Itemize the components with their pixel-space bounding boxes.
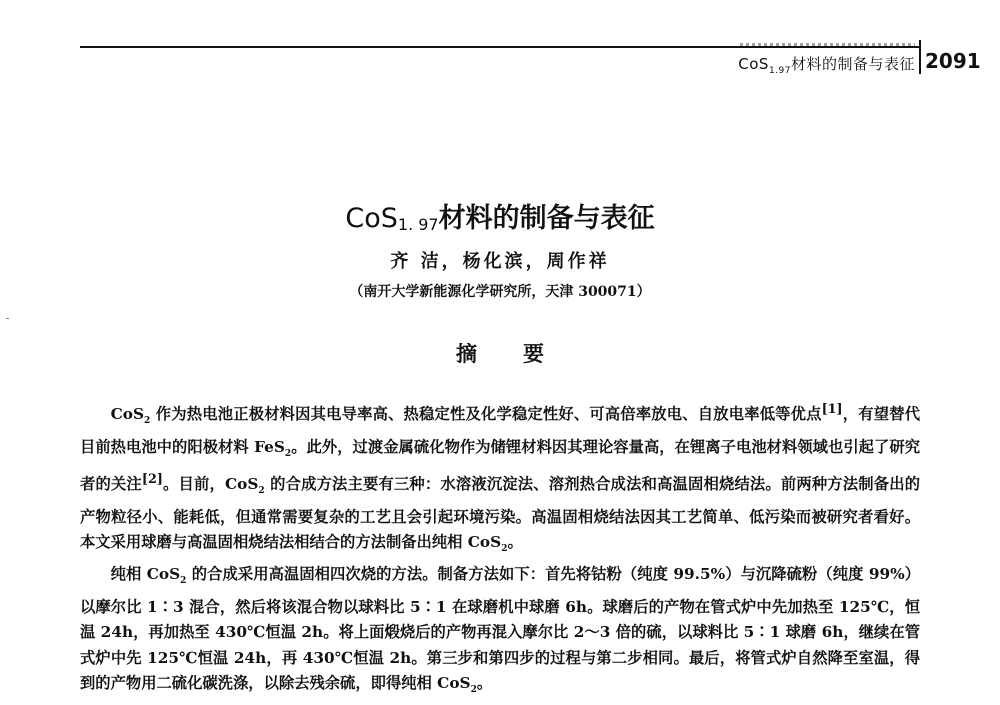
subscript: 2 xyxy=(501,544,508,554)
citation-ref: [2] xyxy=(141,472,163,487)
author-list: 齐 洁，杨化滨，周作祥 xyxy=(390,251,610,272)
citation-ref: [1] xyxy=(821,402,843,417)
subscript: 2 xyxy=(180,576,187,587)
abstract-body xyxy=(80,397,920,704)
scan-artifact xyxy=(6,318,9,319)
title-suffix: 材料的制备与表征 xyxy=(438,203,655,234)
page-number: 2091 xyxy=(925,49,981,73)
text-run: ，有望替代目前热电池中的阳极材料 FeS xyxy=(80,405,920,456)
subscript: 2 xyxy=(144,416,151,427)
subscript: 2 xyxy=(258,486,265,497)
text-run: 。目前，CoS xyxy=(162,475,259,494)
running-head xyxy=(738,53,915,76)
paragraph-2 xyxy=(80,562,920,703)
subscript: 2 xyxy=(284,448,292,459)
running-head-formula: CoS xyxy=(738,55,769,73)
title-subscript: 1. 97 xyxy=(397,215,439,234)
header-rule-texture xyxy=(740,43,915,46)
paper-title xyxy=(0,196,1000,235)
subscript: 2 xyxy=(470,685,477,696)
running-head-subscript: 1.97 xyxy=(768,66,791,76)
affiliation: （南开大学新能源化学研究所，天津 300071） xyxy=(349,284,651,300)
text-run: CoS xyxy=(110,405,145,424)
title-formula: CoS xyxy=(345,203,398,234)
page-number-separator xyxy=(919,40,921,74)
text-run: 的合成采用高温固相四次烧的方法。制备方法如下：首先将钴粉（纯度 99.5%）与沉降硫粉（纯度 99%）以摩尔比 1∶3 混合，然后将该混合物以球料比 5∶1 在球磨机中球磨 6h。球磨后的产物在管式炉中先加热至 125℃，恒温 24h，再加热至 430℃恒温 2h。将上面煅烧后的产物再混入摩尔比 2～3 倍的硫，以球料比 5∶1 球磨 6h，继续在管式炉中先 125℃恒温 24h，再 430℃恒温 2h。第三步和第四步的过程与第二步相同。最后，将管式炉自然降至室温，得到的产物用二硫化碳洗涤，以除去残余硫，即得纯相 CoS xyxy=(80,565,920,693)
text-run: 。此外，过渡金属硫化物作为储锂材料因其理论容量高，在锂离子电池材料领域也引起了研究者的关注 xyxy=(80,437,920,494)
text-run: 。 xyxy=(507,532,523,551)
running-head-suffix: 材料的制备与表征 xyxy=(790,55,915,73)
abstract-heading: 摘要 xyxy=(456,341,590,366)
header-rule xyxy=(80,46,920,48)
text-run: 纯相 CoS xyxy=(110,565,181,584)
text-run: 作为热电池正极材料因其电导率高、热稳定性及化学稳定性好、可高倍率放电、自放电率低等优点 xyxy=(150,405,822,424)
text-run: 的合成方法主要有三种：水溶液沉淀法、溶剂热合成法和高温固相烧结法。前两种方法制备出的产物粒径小、能耗低，但通常需要复杂的工艺且会引起环境污染。高温固相烧结法因其工艺简单、低污染而被研究者看好。本文采用球磨与高温固相烧结法相结合的方法制备出纯相 CoS xyxy=(80,475,920,551)
text-run: 。 xyxy=(476,674,493,693)
paragraph-1 xyxy=(80,397,920,562)
